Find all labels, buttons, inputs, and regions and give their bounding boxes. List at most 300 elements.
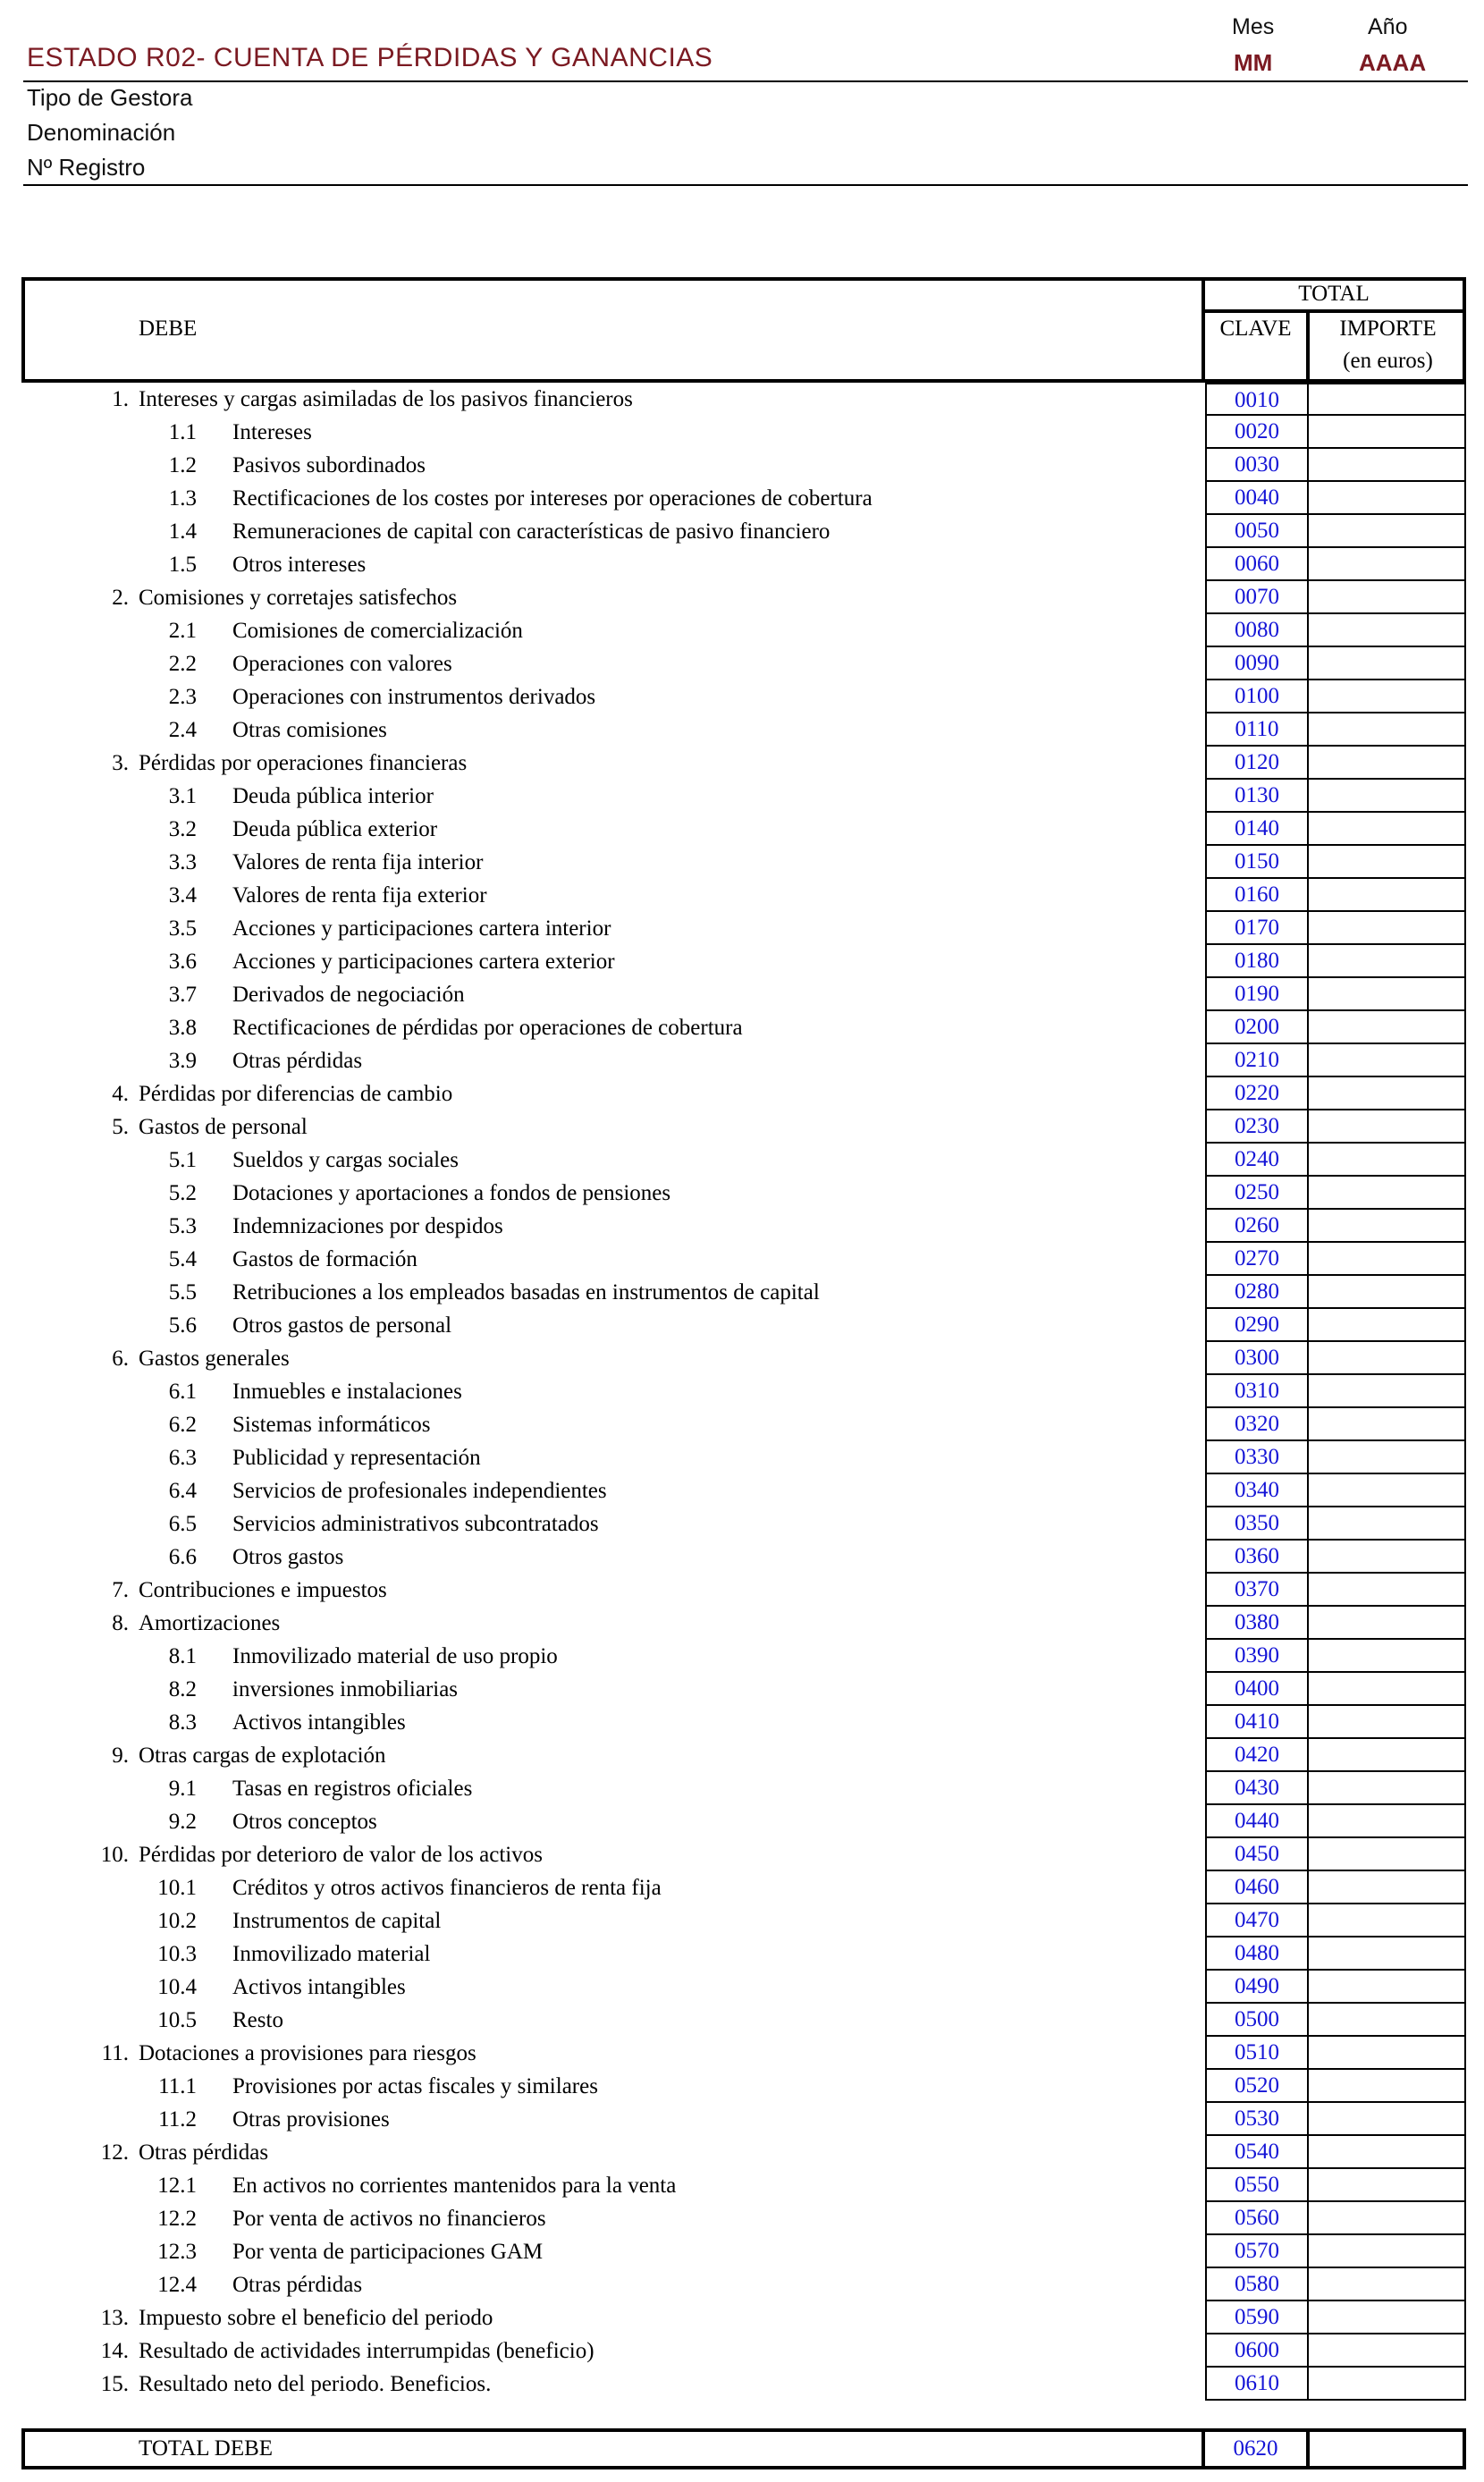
- table-row: [0, 2004, 1484, 2037]
- row-number: 2.: [112, 586, 129, 610]
- clave-cell: 0330: [1205, 1441, 1309, 1474]
- table-row: [0, 1044, 1484, 1077]
- report-title: ESTADO R02- CUENTA DE PÉRDIDAS Y GANANCIAS: [27, 43, 713, 72]
- row-number: 13.: [100, 2306, 129, 2330]
- table-row: [0, 912, 1484, 945]
- importe-cell[interactable]: [1309, 846, 1466, 879]
- row-number: 5.: [112, 1115, 129, 1139]
- importe-cell[interactable]: [1309, 1342, 1466, 1375]
- importe-cell[interactable]: [1309, 1838, 1466, 1871]
- importe-unit: (en euros): [1343, 349, 1433, 373]
- table-row: [0, 813, 1484, 846]
- row-label: Operaciones con instrumentos derivados: [232, 685, 596, 709]
- importe-cell[interactable]: [1309, 2368, 1466, 2401]
- clave-cell: 0390: [1205, 1640, 1309, 1673]
- clave-cell: 0410: [1205, 1706, 1309, 1739]
- row-label: En activos no corrientes mantenidos para la venta: [232, 2174, 677, 2198]
- row-label: Inmuebles e instalaciones: [232, 1380, 462, 1404]
- importe-cell[interactable]: [1309, 1673, 1466, 1706]
- importe-cell[interactable]: [1309, 1210, 1466, 1243]
- field-registro: Nº Registro: [27, 154, 146, 181]
- row-number: 5.2: [168, 1181, 197, 1205]
- table-row: [0, 945, 1484, 978]
- row-number: 12.3: [157, 2240, 197, 2264]
- clave-cell: 0060: [1205, 548, 1309, 581]
- row-number: 8.2: [168, 1677, 197, 1701]
- row-number: 1.2: [168, 453, 197, 477]
- row-label: Otras pérdidas: [232, 1049, 363, 1073]
- row-label: Retribuciones a los empleados basadas en instrumentos de capital: [232, 1280, 820, 1304]
- row-number: 4.: [112, 1082, 129, 1106]
- importe-cell[interactable]: [1309, 1243, 1466, 1276]
- table-row: [0, 1772, 1484, 1805]
- importe-cell[interactable]: [1309, 1474, 1466, 1507]
- clave-cell: 0550: [1205, 2169, 1309, 2202]
- importe-cell[interactable]: [1309, 680, 1466, 713]
- row-label: Otras pérdidas: [139, 2140, 269, 2165]
- row-number: 1.: [112, 387, 129, 411]
- table-row: [0, 1706, 1484, 1739]
- row-label: Por venta de participaciones GAM: [232, 2240, 544, 2264]
- row-number: 15.: [100, 2372, 129, 2396]
- importe-cell[interactable]: [1309, 1177, 1466, 1210]
- year-label: Año: [1368, 14, 1408, 39]
- row-label: inversiones inmobiliarias: [232, 1677, 459, 1701]
- row-number: 3.: [112, 751, 129, 775]
- row-label: Gastos de personal: [139, 1115, 308, 1139]
- importe-cell[interactable]: [1309, 1904, 1466, 1937]
- clave-cell: 0180: [1205, 945, 1309, 978]
- row-number: 14.: [100, 2339, 129, 2363]
- table-row: [0, 2169, 1484, 2202]
- row-number: 6.4: [168, 1479, 197, 1503]
- table-row: [0, 747, 1484, 780]
- total-debe-label: TOTAL DEBE: [139, 2436, 274, 2461]
- importe-cell[interactable]: [1309, 1640, 1466, 1673]
- field-tipo-gestora: Tipo de Gestora: [27, 84, 193, 111]
- clave-cell: 0300: [1205, 1342, 1309, 1375]
- table-row: [0, 1210, 1484, 1243]
- table-row: [0, 449, 1484, 482]
- row-number: 8.: [112, 1611, 129, 1635]
- importe-cell[interactable]: [1309, 1276, 1466, 1309]
- importe-cell[interactable]: [1309, 515, 1466, 548]
- importe-cell[interactable]: [1309, 1937, 1466, 1971]
- importe-cell[interactable]: [1309, 2268, 1466, 2301]
- debe-header: DEBE: [139, 317, 198, 341]
- row-label: Activos intangibles: [232, 1975, 406, 1999]
- row-number: 3.6: [168, 950, 197, 974]
- table-row: [0, 2103, 1484, 2136]
- row-number: 12.4: [157, 2273, 197, 2297]
- row-label: Provisiones por actas fiscales y similares: [232, 2074, 598, 2098]
- row-number: 6.: [112, 1347, 129, 1371]
- header-bottom-divider: [23, 184, 1468, 186]
- clave-cell: 0250: [1205, 1177, 1309, 1210]
- clave-cell: 0490: [1205, 1971, 1309, 2004]
- month-label: Mes: [1232, 14, 1275, 39]
- row-label: Acciones y participaciones cartera interior: [232, 916, 611, 941]
- clave-cell: 0450: [1205, 1838, 1309, 1871]
- row-label: Otros conceptos: [232, 1810, 377, 1834]
- table-row: [0, 1640, 1484, 1673]
- table-row: [0, 2268, 1484, 2301]
- row-label: Valores de renta fija interior: [232, 850, 484, 874]
- importe-cell[interactable]: [1309, 713, 1466, 747]
- clave-cell: 0130: [1205, 780, 1309, 813]
- row-label: Instrumentos de capital: [232, 1909, 442, 1933]
- row-number: 3.8: [168, 1016, 197, 1040]
- row-label: Deuda pública interior: [232, 784, 434, 808]
- row-label: Pérdidas por diferencias de cambio: [139, 1082, 453, 1106]
- row-label: Dotaciones y aportaciones a fondos de pensiones: [232, 1181, 671, 1205]
- table-row: [0, 1144, 1484, 1177]
- importe-cell[interactable]: [1309, 2103, 1466, 2136]
- row-number: 12.2: [157, 2207, 197, 2231]
- table-row: [0, 1177, 1484, 1210]
- table-row: [0, 581, 1484, 614]
- row-number: 11.: [101, 2041, 129, 2065]
- table-row: [0, 1805, 1484, 1838]
- row-number: 10.2: [157, 1909, 197, 1933]
- importe-cell[interactable]: [1309, 2202, 1466, 2235]
- table-row: [0, 1541, 1484, 1574]
- table-row: [0, 1276, 1484, 1309]
- table-row: [0, 383, 1484, 416]
- row-label: Inmovilizado material de uso propio: [232, 1644, 558, 1668]
- row-number: 2.3: [168, 685, 197, 709]
- importe-cell[interactable]: [1309, 1441, 1466, 1474]
- row-number: 3.5: [168, 916, 197, 941]
- row-number: 3.3: [168, 850, 197, 874]
- header-divider: [23, 80, 1468, 82]
- row-label: Servicios administrativos subcontratados: [232, 1512, 599, 1536]
- table-row: [0, 1673, 1484, 1706]
- clave-cell: 0370: [1205, 1574, 1309, 1607]
- row-label: Resultado de actividades interrumpidas (beneficio): [139, 2339, 594, 2363]
- importe-cell[interactable]: [1309, 1408, 1466, 1441]
- importe-cell[interactable]: [1309, 1110, 1466, 1144]
- clave-cell: 0220: [1205, 1077, 1309, 1110]
- table-row: [0, 416, 1484, 449]
- row-label: Servicios de profesionales independientes: [232, 1479, 607, 1503]
- row-label: Gastos de formación: [232, 1247, 417, 1271]
- clave-cell: 0440: [1205, 1805, 1309, 1838]
- field-denominacion: Denominación: [27, 119, 176, 146]
- year-value: AAAA: [1359, 49, 1427, 76]
- row-number: 6.3: [168, 1446, 197, 1470]
- row-label: Otras cargas de explotación: [139, 1743, 386, 1768]
- header-total-divider: [1202, 309, 1466, 313]
- table-row: [0, 1971, 1484, 2004]
- table-row: [0, 1871, 1484, 1904]
- importe-cell[interactable]: [1309, 1375, 1466, 1408]
- importe-cell[interactable]: [1309, 1077, 1466, 1110]
- importe-cell[interactable]: [1309, 2301, 1466, 2334]
- row-number: 7.: [112, 1578, 129, 1602]
- table-row: [0, 482, 1484, 515]
- row-number: 10.1: [157, 1876, 197, 1900]
- importe-cell[interactable]: [1309, 945, 1466, 978]
- row-number: 9.: [112, 1743, 129, 1768]
- row-label: Operaciones con valores: [232, 652, 452, 676]
- row-label: Intereses: [232, 420, 312, 444]
- importe-cell[interactable]: [1309, 416, 1466, 449]
- table-row: [0, 713, 1484, 747]
- clave-cell: 0430: [1205, 1772, 1309, 1805]
- importe-cell[interactable]: [1309, 581, 1466, 614]
- total-debe-importe[interactable]: [1310, 2432, 1463, 2466]
- clave-cell: 0240: [1205, 1144, 1309, 1177]
- clave-cell: 0280: [1205, 1276, 1309, 1309]
- clave-cell: 0600: [1205, 2334, 1309, 2368]
- report-header: [23, 0, 1468, 188]
- row-number: 11.1: [158, 2074, 197, 2098]
- clave-cell: 0290: [1205, 1309, 1309, 1342]
- row-label: Sistemas informáticos: [232, 1413, 431, 1437]
- importe-cell[interactable]: [1309, 2037, 1466, 2070]
- row-number: 3.4: [168, 883, 197, 908]
- table-row: [0, 2202, 1484, 2235]
- row-label: Sueldos y cargas sociales: [232, 1148, 459, 1172]
- row-label: Gastos generales: [139, 1347, 290, 1371]
- row-number: 10.: [100, 1843, 129, 1867]
- row-number: 10.3: [157, 1942, 197, 1966]
- row-number: 5.5: [168, 1280, 197, 1304]
- total-header: TOTAL: [1298, 282, 1370, 306]
- importe-cell[interactable]: [1309, 813, 1466, 846]
- row-label: Intereses y cargas asimiladas de los pasivos financieros: [139, 387, 633, 411]
- row-number: 12.1: [157, 2174, 197, 2198]
- row-number: 11.2: [158, 2107, 197, 2132]
- row-number: 5.6: [168, 1313, 197, 1338]
- row-number: 2.2: [168, 652, 197, 676]
- month-value: MM: [1234, 49, 1273, 76]
- clave-cell: 0400: [1205, 1673, 1309, 1706]
- importe-header: IMPORTE: [1339, 317, 1437, 341]
- table-row: [0, 1441, 1484, 1474]
- clave-cell: 0210: [1205, 1044, 1309, 1077]
- importe-cell[interactable]: [1309, 449, 1466, 482]
- importe-cell[interactable]: [1309, 2070, 1466, 2103]
- importe-cell[interactable]: [1309, 1507, 1466, 1541]
- row-number: 12.: [100, 2140, 129, 2165]
- importe-cell[interactable]: [1309, 548, 1466, 581]
- table-row: [0, 846, 1484, 879]
- row-number: 9.2: [168, 1810, 197, 1834]
- importe-cell[interactable]: [1309, 1871, 1466, 1904]
- importe-cell[interactable]: [1309, 1772, 1466, 1805]
- row-label: Otros gastos de personal: [232, 1313, 452, 1338]
- row-label: Publicidad y representación: [232, 1446, 481, 1470]
- row-label: Remuneraciones de capital con características de pasivo financiero: [232, 519, 831, 544]
- row-number: 6.6: [168, 1545, 197, 1569]
- row-number: 3.9: [168, 1049, 197, 1073]
- clave-cell: 0120: [1205, 747, 1309, 780]
- table-row: [0, 780, 1484, 813]
- row-number: 1.1: [168, 420, 197, 444]
- importe-cell[interactable]: [1309, 2235, 1466, 2268]
- importe-cell[interactable]: [1309, 2334, 1466, 2368]
- row-label: Otros intereses: [232, 553, 367, 577]
- table-row: [0, 2334, 1484, 2368]
- clave-cell: 0260: [1205, 1210, 1309, 1243]
- row-number: 6.2: [168, 1413, 197, 1437]
- importe-cell[interactable]: [1309, 2169, 1466, 2202]
- clave-cell: 0150: [1205, 846, 1309, 879]
- table-row: [0, 515, 1484, 548]
- table-row: [0, 1838, 1484, 1871]
- clave-cell: 0200: [1205, 1011, 1309, 1044]
- table-row: [0, 1574, 1484, 1607]
- clave-cell: 0380: [1205, 1607, 1309, 1640]
- row-label: Derivados de negociación: [232, 983, 465, 1007]
- row-label: Impuesto sobre el beneficio del periodo: [139, 2306, 493, 2330]
- row-number: 8.3: [168, 1710, 197, 1735]
- importe-cell[interactable]: [1309, 2004, 1466, 2037]
- table-row: [0, 1110, 1484, 1144]
- importe-cell[interactable]: [1309, 1044, 1466, 1077]
- row-number: 6.5: [168, 1512, 197, 1536]
- importe-cell[interactable]: [1309, 978, 1466, 1011]
- clave-header: CLAVE: [1219, 317, 1292, 341]
- row-label: Dotaciones a provisiones para riesgos: [139, 2041, 476, 2065]
- clave-cell: 0590: [1205, 2301, 1309, 2334]
- row-number: 2.1: [168, 619, 197, 643]
- row-label: Otras pérdidas: [232, 2273, 363, 2297]
- importe-cell[interactable]: [1309, 647, 1466, 680]
- clave-cell: 0610: [1205, 2368, 1309, 2401]
- row-label: Rectificaciones de pérdidas por operaciones de cobertura: [232, 1016, 743, 1040]
- importe-cell[interactable]: [1309, 1144, 1466, 1177]
- importe-cell[interactable]: [1309, 780, 1466, 813]
- importe-cell[interactable]: [1309, 482, 1466, 515]
- importe-cell[interactable]: [1309, 1971, 1466, 2004]
- table-row: [0, 680, 1484, 713]
- importe-cell[interactable]: [1309, 747, 1466, 780]
- clave-cell: 0360: [1205, 1541, 1309, 1574]
- clave-cell: 0160: [1205, 879, 1309, 912]
- importe-cell[interactable]: [1309, 1607, 1466, 1640]
- table-row: [0, 1375, 1484, 1408]
- clave-cell: 0420: [1205, 1739, 1309, 1772]
- importe-cell[interactable]: [1309, 2136, 1466, 2169]
- row-number: 10.4: [157, 1975, 197, 1999]
- table-row: [0, 2301, 1484, 2334]
- importe-cell[interactable]: [1309, 1739, 1466, 1772]
- clave-cell: 0320: [1205, 1408, 1309, 1441]
- row-label: Comisiones de comercialización: [232, 619, 523, 643]
- clave-cell: 0480: [1205, 1937, 1309, 1971]
- clave-cell: 0040: [1205, 482, 1309, 515]
- table-row: [0, 2136, 1484, 2169]
- row-number: 8.1: [168, 1644, 197, 1668]
- table-row: [0, 548, 1484, 581]
- clave-cell: 0460: [1205, 1871, 1309, 1904]
- row-label: Resultado neto del periodo. Beneficios.: [139, 2372, 492, 2396]
- clave-cell: 0510: [1205, 2037, 1309, 2070]
- row-label: Amortizaciones: [139, 1611, 281, 1635]
- row-label: Valores de renta fija exterior: [232, 883, 487, 908]
- row-number: 5.1: [168, 1148, 197, 1172]
- table-row: [0, 2037, 1484, 2070]
- table-row: [0, 2368, 1484, 2401]
- importe-cell[interactable]: [1309, 1706, 1466, 1739]
- table-row: [0, 978, 1484, 1011]
- importe-cell[interactable]: [1309, 1574, 1466, 1607]
- importe-cell[interactable]: [1309, 1541, 1466, 1574]
- clave-cell: 0080: [1205, 614, 1309, 647]
- row-number: 1.5: [168, 553, 197, 577]
- row-label: Otros gastos: [232, 1545, 344, 1569]
- row-number: 6.1: [168, 1380, 197, 1404]
- clave-cell: 0520: [1205, 2070, 1309, 2103]
- table-row: [0, 1739, 1484, 1772]
- clave-cell: 0020: [1205, 416, 1309, 449]
- row-number: 3.1: [168, 784, 197, 808]
- row-label: Pasivos subordinados: [232, 453, 426, 477]
- table-row: [0, 1474, 1484, 1507]
- row-label: Pérdidas por deterioro de valor de los activos: [139, 1843, 543, 1867]
- clave-cell: 0170: [1205, 912, 1309, 945]
- row-label: Por venta de activos no financieros: [232, 2207, 546, 2231]
- table-row: [0, 1342, 1484, 1375]
- row-number: 5.4: [168, 1247, 197, 1271]
- table-row: [0, 647, 1484, 680]
- clave-cell: 0030: [1205, 449, 1309, 482]
- importe-cell[interactable]: [1309, 1309, 1466, 1342]
- importe-cell[interactable]: [1309, 383, 1466, 416]
- table-row: [0, 1309, 1484, 1342]
- clave-cell: 0050: [1205, 515, 1309, 548]
- table-row: [0, 614, 1484, 647]
- table-row: [0, 1011, 1484, 1044]
- clave-cell: 0070: [1205, 581, 1309, 614]
- clave-cell: 0270: [1205, 1243, 1309, 1276]
- clave-cell: 0140: [1205, 813, 1309, 846]
- table-row: [0, 1243, 1484, 1276]
- row-number: 5.3: [168, 1214, 197, 1238]
- importe-cell[interactable]: [1309, 912, 1466, 945]
- row-label: Acciones y participaciones cartera exterior: [232, 950, 615, 974]
- row-label: Activos intangibles: [232, 1710, 406, 1735]
- importe-cell[interactable]: [1309, 1011, 1466, 1044]
- row-number: 1.4: [168, 519, 197, 544]
- clave-cell: 0010: [1205, 383, 1309, 416]
- row-label: Tasas en registros oficiales: [232, 1777, 473, 1801]
- importe-cell[interactable]: [1309, 1805, 1466, 1838]
- importe-cell[interactable]: [1309, 879, 1466, 912]
- clave-cell: 0540: [1205, 2136, 1309, 2169]
- clave-cell: 0090: [1205, 647, 1309, 680]
- clave-cell: 0310: [1205, 1375, 1309, 1408]
- row-label: Rectificaciones de los costes por intereses por operaciones de cobertura: [232, 486, 873, 511]
- clave-cell: 0350: [1205, 1507, 1309, 1541]
- importe-cell[interactable]: [1309, 614, 1466, 647]
- table-row: [0, 2235, 1484, 2268]
- table-row: [0, 879, 1484, 912]
- clave-cell: 0340: [1205, 1474, 1309, 1507]
- total-debe-clave: 0620: [1233, 2436, 1278, 2461]
- clave-cell: 0580: [1205, 2268, 1309, 2301]
- row-number: 9.1: [168, 1777, 197, 1801]
- row-label: Inmovilizado material: [232, 1942, 431, 1966]
- clave-cell: 0190: [1205, 978, 1309, 1011]
- table-row: [0, 1904, 1484, 1937]
- row-number: 2.4: [168, 718, 197, 742]
- clave-cell: 0570: [1205, 2235, 1309, 2268]
- clave-cell: 0530: [1205, 2103, 1309, 2136]
